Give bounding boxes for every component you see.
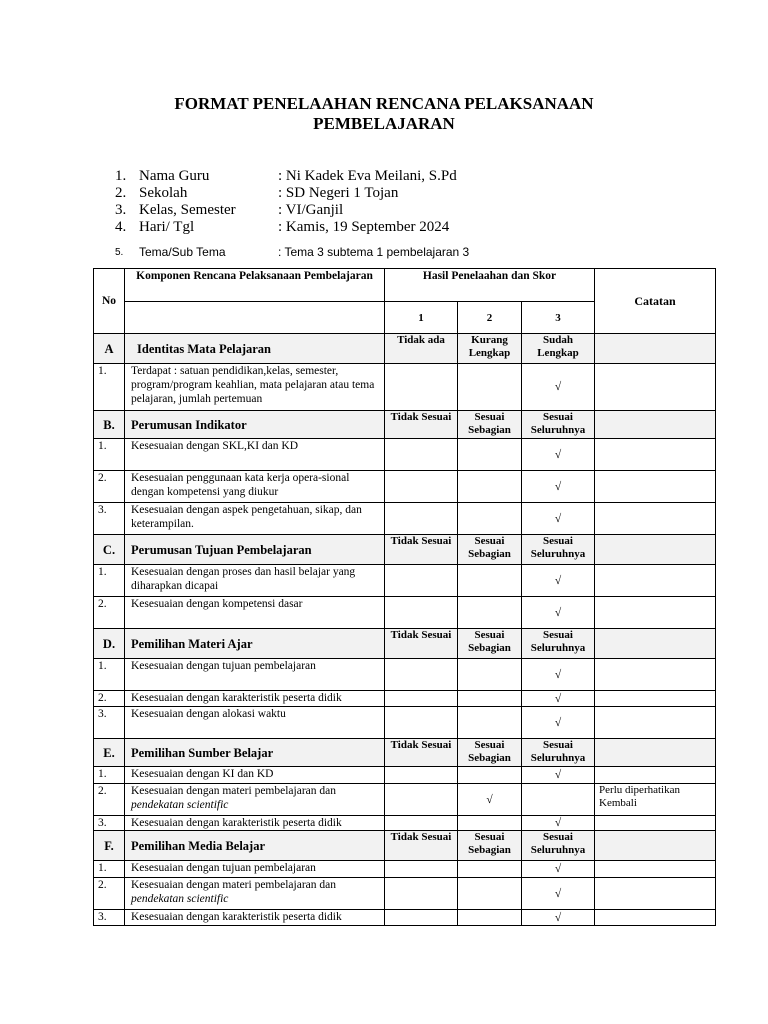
info-label: Nama Guru xyxy=(139,168,210,184)
info-row-theme xyxy=(115,244,469,261)
score-cell-2 xyxy=(458,503,522,535)
score-cell-3 xyxy=(522,565,595,597)
score-label-3: Sesuai Seluruhnya xyxy=(522,411,595,439)
score-cell-1 xyxy=(385,471,458,503)
item-number: 1. xyxy=(94,861,125,878)
item-text-content: Kesesuaian dengan KI dan KD xyxy=(131,768,274,780)
item-text xyxy=(125,439,385,471)
item-text-content: Kesesuaian dengan alokasi waktu xyxy=(131,708,286,720)
section-row xyxy=(94,411,716,439)
score-cell-3 xyxy=(522,784,595,816)
info-label: Kelas, Semester xyxy=(139,202,236,218)
check-mark: √ xyxy=(554,716,562,729)
section-letter: A xyxy=(94,334,125,364)
section-title: Pemilihan Media Belajar xyxy=(125,831,385,861)
score-cell-3 xyxy=(522,503,595,535)
section-title: Perumusan Indikator xyxy=(125,411,385,439)
item-number: 2. xyxy=(94,471,125,503)
info-number: 1. xyxy=(115,168,127,184)
score-cell-3 xyxy=(522,861,595,878)
header-score-3: 3 xyxy=(522,302,595,334)
score-cell-1 xyxy=(385,597,458,629)
info-value: : Kamis, 19 September 2024 xyxy=(278,219,450,235)
item-text xyxy=(125,471,385,503)
check-mark: √ xyxy=(554,887,562,900)
item-text xyxy=(125,565,385,597)
item-text-content: Kesesuaian dengan materi pembelajaran dan xyxy=(131,785,336,797)
section-notes xyxy=(595,535,716,565)
score-cell-1 xyxy=(385,659,458,691)
score-cell-2 xyxy=(458,784,522,816)
item-text xyxy=(125,707,385,739)
score-cell-3 xyxy=(522,597,595,629)
item-text xyxy=(125,503,385,535)
item-text xyxy=(125,597,385,629)
score-label-1: Tidak ada xyxy=(385,334,458,364)
section-letter: F. xyxy=(94,831,125,861)
info-row-class xyxy=(115,202,469,219)
score-cell-3 xyxy=(522,878,595,910)
table-row xyxy=(94,691,716,707)
score-cell-2 xyxy=(458,439,522,471)
score-cell-2 xyxy=(458,861,522,878)
score-label-1: Tidak Sesuai xyxy=(385,629,458,659)
table-row xyxy=(94,767,716,784)
score-cell-3 xyxy=(522,691,595,707)
check-mark: √ xyxy=(554,512,562,525)
score-label-2: Kurang Lengkap xyxy=(458,334,522,364)
check-mark: √ xyxy=(554,448,562,461)
item-text xyxy=(125,691,385,707)
title-line-2: PEMBELAJARAN xyxy=(313,114,455,133)
item-text-content: Terdapat : satuan pendidikan,kelas, semester, program/program keahlian, mata pelajaran atau tema pelajaran, jumlah pertemuan xyxy=(131,365,375,405)
info-value: : Tema 3 subtema 1 pembelajaran 3 xyxy=(278,245,470,259)
info-number: 5. xyxy=(115,247,124,258)
item-text xyxy=(125,816,385,831)
section-row xyxy=(94,629,716,659)
item-note xyxy=(595,471,716,503)
item-number: 1. xyxy=(94,659,125,691)
item-number: 1. xyxy=(94,439,125,471)
check-mark: √ xyxy=(554,863,562,875)
header-no: No xyxy=(94,269,125,334)
score-label-3: Sudah Lengkap xyxy=(522,334,595,364)
info-label: Sekolah xyxy=(139,185,188,201)
score-cell-2 xyxy=(458,471,522,503)
section-letter: B. xyxy=(94,411,125,439)
item-text-content: Kesesuaian dengan tujuan pembelajaran xyxy=(131,862,316,874)
header-result: Hasil Penelaahan dan Skor xyxy=(385,269,595,302)
item-number: 2. xyxy=(94,691,125,707)
item-note xyxy=(595,861,716,878)
item-text xyxy=(125,861,385,878)
item-number: 1. xyxy=(94,565,125,597)
section-letter: D. xyxy=(94,629,125,659)
score-label-2: Sesuai Sebagian xyxy=(458,411,522,439)
info-number: 2. xyxy=(115,185,127,201)
item-text xyxy=(125,910,385,926)
item-text-content: Kesesuaian dengan kompetensi dasar xyxy=(131,598,303,610)
table-row xyxy=(94,707,716,739)
table-row xyxy=(94,784,716,816)
score-label-2: Sesuai Sebagian xyxy=(458,831,522,861)
info-value: : SD Negeri 1 Tojan xyxy=(278,185,399,201)
item-text-content: Kesesuaian dengan karakteristik peserta didik xyxy=(131,817,342,829)
score-cell-1 xyxy=(385,767,458,784)
item-text xyxy=(125,878,385,910)
score-cell-1 xyxy=(385,878,458,910)
item-note xyxy=(595,816,716,831)
score-cell-1 xyxy=(385,691,458,707)
score-cell-2 xyxy=(458,816,522,831)
score-cell-3 xyxy=(522,659,595,691)
title-line-1: FORMAT PENELAAHAN RENCANA PELAKSANAAN xyxy=(174,94,594,113)
item-text-content: Kesesuaian dengan proses dan hasil belajar yang diharapkan dicapai xyxy=(131,566,356,592)
section-notes xyxy=(595,629,716,659)
table-row xyxy=(94,816,716,831)
table-row xyxy=(94,439,716,471)
score-cell-1 xyxy=(385,784,458,816)
score-cell-1 xyxy=(385,565,458,597)
section-notes xyxy=(595,739,716,767)
table-row xyxy=(94,597,716,629)
section-letter: E. xyxy=(94,739,125,767)
section-notes xyxy=(595,334,716,364)
header-notes: Catatan xyxy=(595,269,716,334)
score-label-2: Sesuai Sebagian xyxy=(458,629,522,659)
item-number: 2. xyxy=(94,878,125,910)
check-mark: √ xyxy=(554,769,562,781)
item-note xyxy=(595,691,716,707)
score-cell-3 xyxy=(522,707,595,739)
check-mark: √ xyxy=(554,574,562,587)
check-mark: √ xyxy=(554,911,562,924)
section-title: Pemilihan Sumber Belajar xyxy=(125,739,385,767)
item-text-italic: pendekatan scientific xyxy=(131,799,229,811)
review-table xyxy=(93,268,716,926)
check-mark: √ xyxy=(554,668,562,681)
score-cell-2 xyxy=(458,767,522,784)
score-cell-1 xyxy=(385,707,458,739)
item-note xyxy=(595,878,716,910)
item-text-content: Kesesuaian dengan tujuan pembelajaran xyxy=(131,660,316,672)
header-component-blank xyxy=(125,302,385,334)
item-text xyxy=(125,364,385,411)
item-number: 3. xyxy=(94,707,125,739)
section-title: Identitas Mata Pelajaran xyxy=(125,334,385,364)
score-label-1: Tidak Sesuai xyxy=(385,411,458,439)
table-row xyxy=(94,861,716,878)
score-cell-3 xyxy=(522,816,595,831)
info-row-date xyxy=(115,219,469,236)
document-title xyxy=(0,94,768,134)
score-cell-1 xyxy=(385,364,458,411)
item-text xyxy=(125,767,385,784)
item-note xyxy=(595,439,716,471)
score-cell-3 xyxy=(522,439,595,471)
table-row xyxy=(94,471,716,503)
score-label-2: Sesuai Sebagian xyxy=(458,739,522,767)
score-label-3: Sesuai Seluruhnya xyxy=(522,831,595,861)
score-label-3: Sesuai Seluruhnya xyxy=(522,629,595,659)
item-note xyxy=(595,364,716,411)
score-cell-2 xyxy=(458,910,522,926)
score-cell-1 xyxy=(385,816,458,831)
info-row-teacher xyxy=(115,168,469,185)
score-cell-3 xyxy=(522,471,595,503)
table-row xyxy=(94,565,716,597)
score-cell-1 xyxy=(385,503,458,535)
item-text-content: Kesesuaian dengan materi pembelajaran dan xyxy=(131,879,336,891)
item-text-content: Kesesuaian dengan aspek pengetahuan, sikap, dan keterampilan. xyxy=(131,504,362,530)
table-row xyxy=(94,878,716,910)
score-cell-1 xyxy=(385,910,458,926)
info-label: Hari/ Tgl xyxy=(139,219,195,235)
header-score-1: 1 xyxy=(385,302,458,334)
item-note: Perlu diperhatikan Kembali xyxy=(595,784,716,816)
item-number: 3. xyxy=(94,910,125,926)
item-text-content: Kesesuaian dengan karakteristik peserta didik xyxy=(131,692,342,704)
header-score-2: 2 xyxy=(458,302,522,334)
score-cell-3 xyxy=(522,364,595,411)
info-label: Tema/Sub Tema xyxy=(139,245,226,259)
item-note xyxy=(595,910,716,926)
score-cell-1 xyxy=(385,439,458,471)
section-row xyxy=(94,535,716,565)
item-text-content: Kesesuaian dengan SKL,KI dan KD xyxy=(131,440,299,452)
section-row xyxy=(94,739,716,767)
info-value: : Ni Kadek Eva Meilani, S.Pd xyxy=(278,168,457,184)
score-label-1: Tidak Sesuai xyxy=(385,739,458,767)
header-component: Komponen Rencana Pelaksanaan Pembelajaran xyxy=(125,269,385,302)
item-number: 1. xyxy=(94,364,125,411)
item-note xyxy=(595,659,716,691)
table-row xyxy=(94,659,716,691)
check-mark: √ xyxy=(554,817,562,829)
check-mark: √ xyxy=(554,381,562,393)
item-number: 3. xyxy=(94,816,125,831)
item-text-content: Kesesuaian penggunaan kata kerja opera-sional dengan kompetensi yang diukur xyxy=(131,472,350,498)
check-mark: √ xyxy=(554,480,562,493)
item-note xyxy=(595,707,716,739)
score-label-3: Sesuai Seluruhnya xyxy=(522,535,595,565)
score-cell-2 xyxy=(458,565,522,597)
check-mark: √ xyxy=(554,692,562,705)
score-label-1: Tidak Sesuai xyxy=(385,535,458,565)
item-note xyxy=(595,767,716,784)
section-row xyxy=(94,831,716,861)
section-title: Perumusan Tujuan Pembelajaran xyxy=(125,535,385,565)
info-value: : VI/Ganjil xyxy=(278,202,344,218)
score-cell-3 xyxy=(522,767,595,784)
check-mark: √ xyxy=(486,793,493,806)
identity-info xyxy=(115,168,469,261)
info-number: 3. xyxy=(115,202,127,218)
section-notes xyxy=(595,831,716,861)
info-row-school xyxy=(115,185,469,202)
item-note xyxy=(595,597,716,629)
section-letter: C. xyxy=(94,535,125,565)
item-number: 2. xyxy=(94,784,125,816)
score-cell-2 xyxy=(458,878,522,910)
score-label-1: Tidak Sesuai xyxy=(385,831,458,861)
item-number: 2. xyxy=(94,597,125,629)
item-text xyxy=(125,784,385,816)
item-note xyxy=(595,565,716,597)
item-number: 3. xyxy=(94,503,125,535)
table-row xyxy=(94,364,716,411)
section-notes xyxy=(595,411,716,439)
item-text xyxy=(125,659,385,691)
table-row xyxy=(94,910,716,926)
score-cell-3 xyxy=(522,910,595,926)
score-cell-2 xyxy=(458,691,522,707)
score-label-2: Sesuai Sebagian xyxy=(458,535,522,565)
score-cell-1 xyxy=(385,861,458,878)
score-label-3: Sesuai Seluruhnya xyxy=(522,739,595,767)
item-text-content: Kesesuaian dengan karakteristik peserta didik xyxy=(131,911,342,923)
item-text-italic: pendekatan scientific xyxy=(131,893,229,905)
score-cell-2 xyxy=(458,707,522,739)
table-header-row xyxy=(94,269,716,302)
info-number: 4. xyxy=(115,219,127,235)
score-cell-2 xyxy=(458,364,522,411)
item-note xyxy=(595,503,716,535)
section-title: Pemilihan Materi Ajar xyxy=(125,629,385,659)
score-cell-2 xyxy=(458,597,522,629)
section-row xyxy=(94,334,716,364)
table-row xyxy=(94,503,716,535)
item-number: 1. xyxy=(94,767,125,784)
score-cell-2 xyxy=(458,659,522,691)
check-mark: √ xyxy=(554,606,562,619)
